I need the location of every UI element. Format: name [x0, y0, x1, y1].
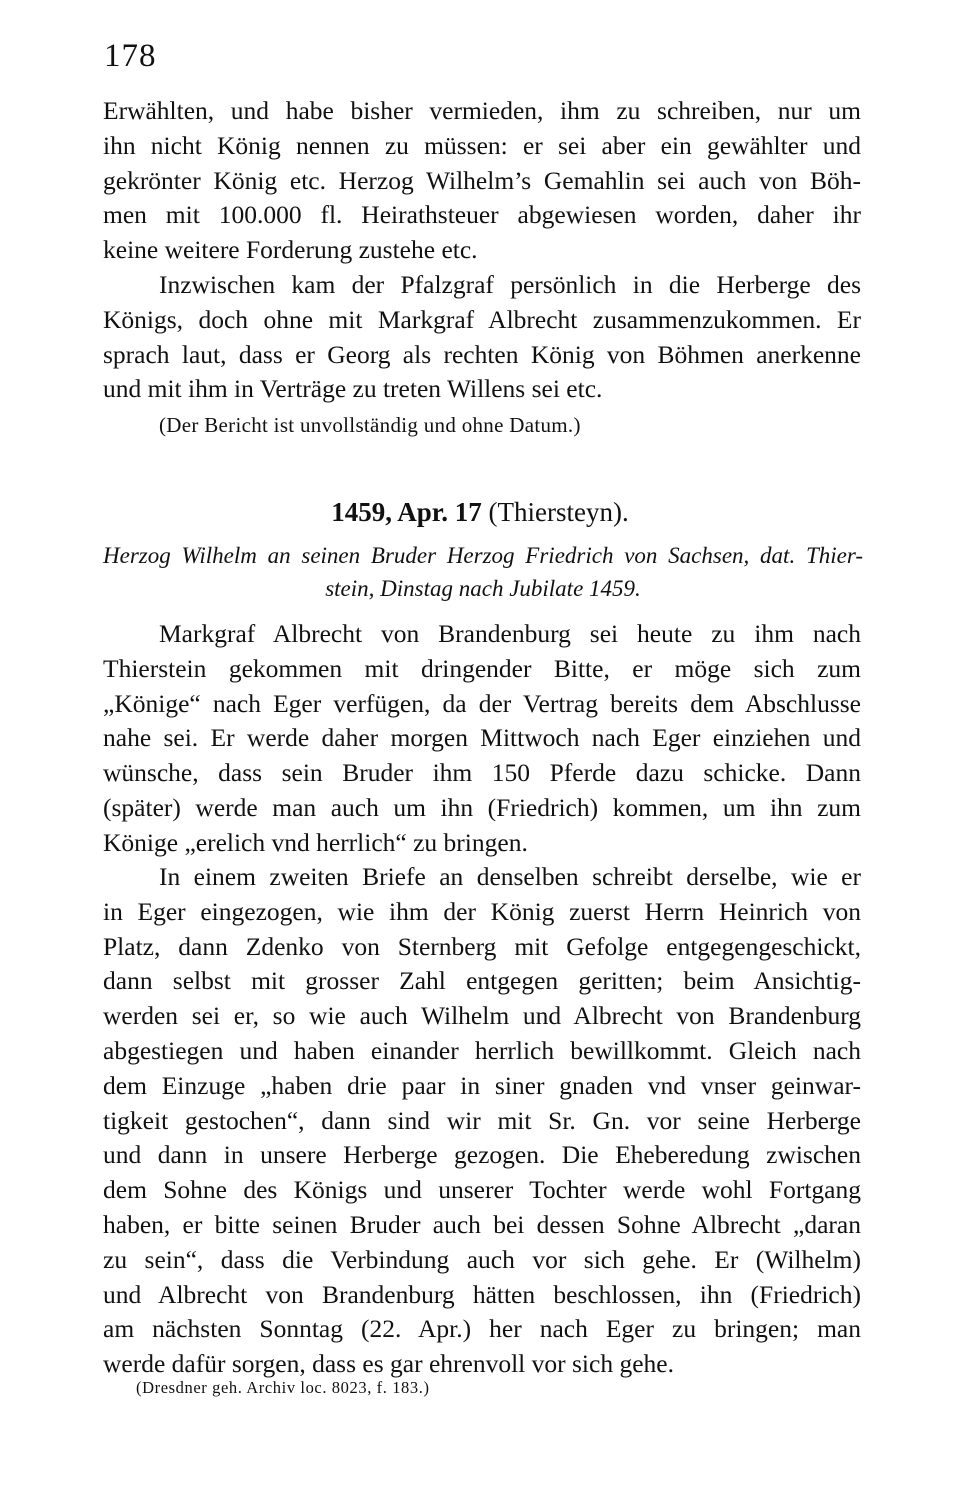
text-line: ihn nicht König nennen zu müssen: er sei aber ein gewählter und [103, 130, 861, 160]
text-line: Könige „erelich vnd herrlich“ zu bringen. [103, 827, 528, 857]
subheading-line: stein, Dinstag nach Jubilate 1459. [325, 576, 641, 601]
text-line: Inzwischen kam der Pfalzgraf persönlich in die Herberge des [159, 270, 861, 299]
text-line: tigkeit gestochen“, dann sind wir mit Sr. Gn. vor seine Herberge [103, 1105, 861, 1135]
heading-date: 1459, Apr. 17 [331, 497, 482, 527]
text-line: Thierstein gekommen mit dringender Bitte, er möge sich zum [103, 653, 861, 683]
text-line: Platz, dann Zdenko von Sternberg mit Gefolge entgegengeschickt, [103, 931, 861, 961]
document-subheading [103, 539, 863, 605]
editorial-note: (Der Bericht ist unvollständig und ohne Datum.) [159, 413, 581, 437]
paragraph-continuation [103, 94, 861, 268]
text-line: keine weitere Forderung zustehe etc. [103, 235, 478, 265]
text-line: und mit ihm in Verträge zu treten Willens sei etc. [103, 374, 603, 404]
subheading-line: Herzog Wilhelm an seinen Bruder Herzog Friedrich von Sachsen, dat. Thier- [103, 543, 863, 568]
page-number: 178 [104, 38, 157, 74]
paragraph-markgraf [103, 617, 861, 861]
paragraph-pfalzgraf [103, 268, 861, 407]
text-line: dann selbst mit grosser Zahl entgegen geritten; beim Ansichtig- [103, 966, 861, 996]
text-line: „Könige“ nach Eger verfügen, da der Vertrag bereits dem Abschlusse [103, 688, 861, 718]
text-line: (später) werde man auch um ihn (Friedrich) kommen, um ihn zum [103, 792, 861, 822]
text-line: Markgraf Albrecht von Brandenburg sei heute zu ihm nach [159, 619, 861, 648]
text-line: werde dafür sorgen, dass es gar ehrenvoll vor sich gehe. [103, 1349, 674, 1379]
text-line: haben, er bitte seinen Bruder auch bei dessen Sohne Albrecht „daran [103, 1209, 861, 1239]
text-line: dem Sohne des Königs und unserer Tochter werde wohl Fortgang [103, 1175, 861, 1205]
text-line: am nächsten Sonntag (22. Apr.) her nach Eger zu bringen; man [103, 1314, 861, 1344]
text-line: dem Einzuge „haben drie paar in siner gnaden vnd vnser geinwar- [103, 1070, 861, 1100]
text-line: men mit 100.000 fl. Heirathsteuer abgewiesen worden, daher ihr [103, 200, 861, 230]
document-heading [0, 497, 960, 528]
source-citation: (Dresdner geh. Archiv loc. 8023, f. 183.) [136, 1378, 430, 1397]
heading-place: (Thiersteyn). [488, 497, 629, 527]
text-line: sprach laut, dass er Georg als rechten König von Böhmen anerkenne [103, 339, 861, 369]
text-line: gekrönter König etc. Herzog Wilhelm’s Gemahlin sei auch von Böh- [103, 165, 861, 195]
text-line: In einem zweiten Briefe an denselben schreibt derselbe, wie er [159, 862, 861, 891]
text-line: in Eger eingezogen, wie ihm der König zuerst Herrn Heinrich von [103, 896, 861, 926]
text-line: zu sein“, dass die Verbindung auch vor sich gehe. Er (Wilhelm) [103, 1244, 861, 1274]
paragraph-second-letter [103, 860, 861, 1382]
text-line: und Albrecht von Brandenburg hätten beschlossen, ihn (Friedrich) [103, 1279, 861, 1309]
text-line: Erwählten, und habe bisher vermieden, ihm zu schreiben, nur um [103, 96, 861, 125]
text-line: werden sei er, so wie auch Wilhelm und Albrecht von Brandenburg [103, 1001, 861, 1031]
text-line: abgestiegen und haben einander herrlich bewillkommt. Gleich nach [103, 1035, 861, 1065]
text-line: nahe sei. Er werde daher morgen Mittwoch nach Eger einziehen und [103, 723, 861, 753]
text-line: Königs, doch ohne mit Markgraf Albrecht zusammenzukommen. Er [103, 304, 861, 334]
text-line: wünsche, dass sein Bruder ihm 150 Pferde dazu schicke. Dann [103, 758, 861, 788]
text-line: und dann in unsere Herberge gezogen. Die Eheberedung zwischen [103, 1140, 861, 1170]
